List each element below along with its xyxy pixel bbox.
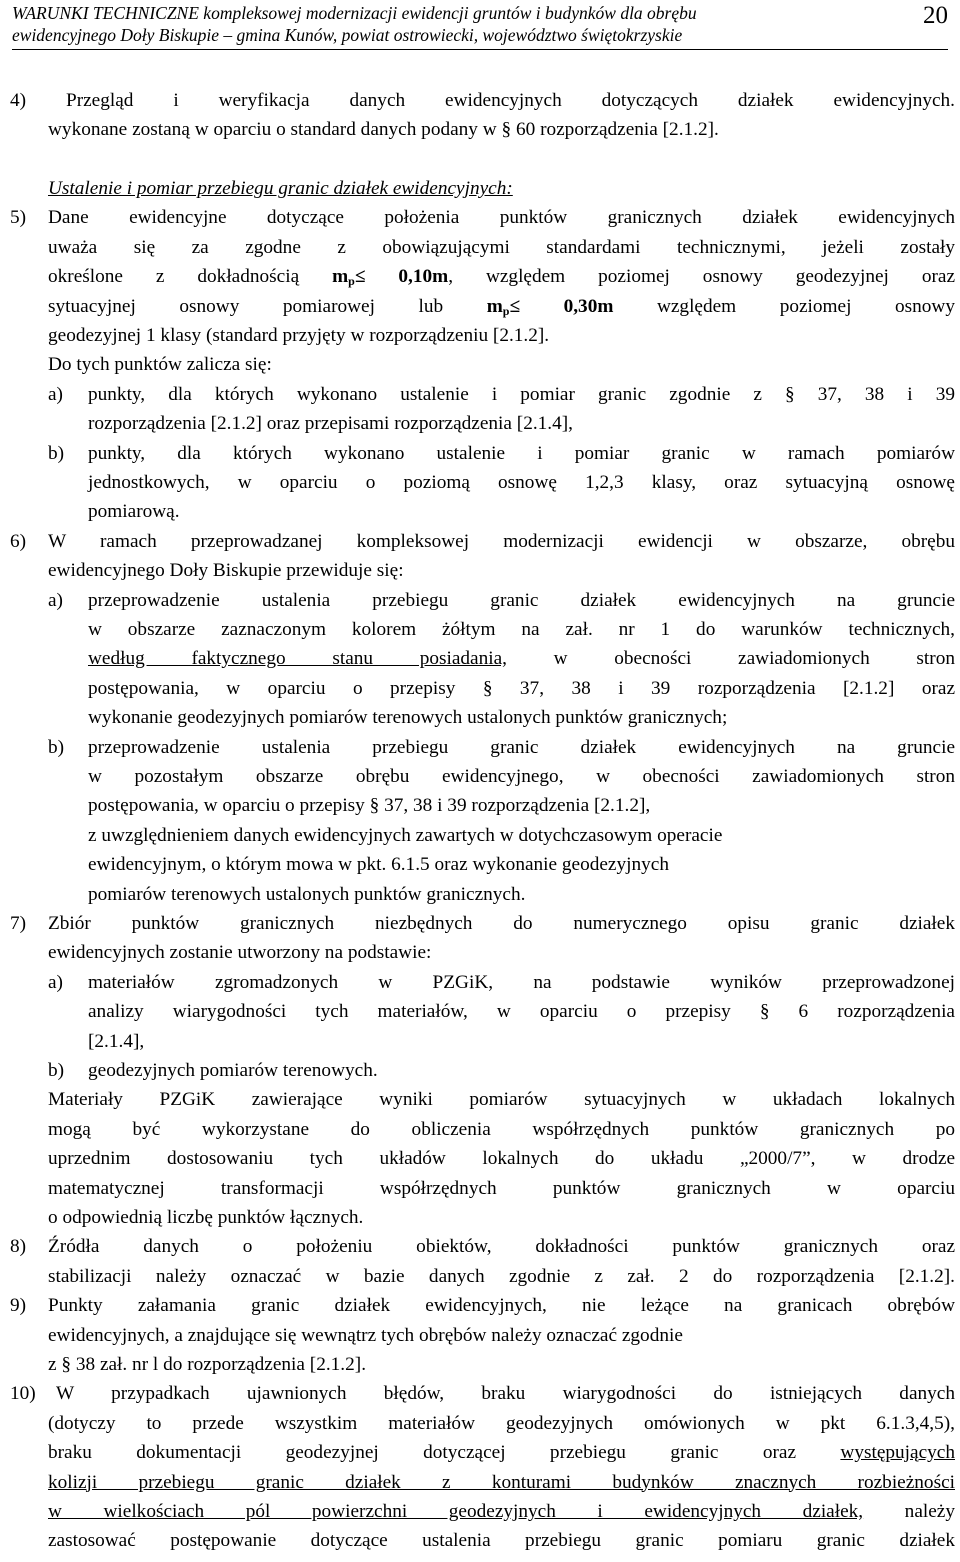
text-line: ewidencyjnych zostanie utworzony na podstawie: <box>48 942 432 964</box>
list-item-b: b) punkty, dla których wykonano ustalenie i pomiar granic w ramach pomiarów <box>48 439 955 468</box>
text-line: z uwzględnieniem danych ewidencyjnych zawartych w dotychczasowym operacie <box>88 824 723 846</box>
header-title-line-1: WARUNKI TECHNICZNE kompleksowej modernizacji ewidencji gruntów i budynków dla obrębu <box>12 3 697 23</box>
text-line: ewidencyjnego Doły Biskupie przewiduje się: <box>48 560 404 582</box>
text-line: 10) W przypadkach ujawnionych błędów, braku wiarygodności do istniejących danych <box>10 1379 955 1408</box>
text-line: w wielkościach pól powierzchni geodezyjnych i ewidencyjnych działek, należy <box>48 1501 955 1522</box>
text-line: kolizji przebiegu granic działek z konturami budynków znacznych rozbieżności <box>48 1471 955 1493</box>
text-line: 7) Zbiór punktów granicznych niezbędnych do numerycznego opisu granic działek <box>10 909 955 938</box>
text-line: mogą być wykorzystane do obliczenia współrzędnych punktów granicznych po <box>48 1118 955 1140</box>
list-number: 5) <box>10 207 27 229</box>
text-line: rozporządzenia [2.1.2] oraz przepisami rozporządzenia [2.1.4], <box>88 413 573 435</box>
list-number: 10) <box>10 1383 36 1405</box>
list-number: 7) <box>10 913 27 934</box>
text-line-accuracy-1: określone z dokładnością $m_p\le 0,10m$, względem poziomej osnowy geodezyjnej oraz <box>48 266 955 289</box>
list-number: 4) <box>10 90 27 111</box>
text-line: geodezyjnej 1 klasy (standard przyjęty w rozporządzeniu [2.1.2]. <box>48 325 550 346</box>
page-number: 20 <box>923 2 948 29</box>
text-line: postępowania, w oparciu o przepisy § 37, 38 i 39 rozporządzenia [2.1.2], <box>88 795 651 817</box>
text-line: według faktycznego stanu posiadania, w obecności zawiadomionych stron <box>88 648 955 670</box>
text-line: pomiarową. <box>88 501 180 523</box>
text-line: wykonane zostaną w oparciu o standard danych podany w § 60 rozporządzenia [2.1.2]. <box>48 119 719 141</box>
text-line: w pozostałym obszarze obrębu ewidencyjnego, w obecności zawiadomionych stron <box>88 766 955 787</box>
text-line: (dotyczy to przede wszystkim materiałów geodezyjnych omówionych w pkt 6.1.3,4,5), <box>48 1412 955 1434</box>
list-letter: b) <box>48 736 65 758</box>
list-number: 9) <box>10 1295 27 1317</box>
text-line: ewidencyjnym, o którym mowa w pkt. 6.1.5 oraz wykonanie geodezyjnych <box>88 854 669 876</box>
text-line: w obszarze zaznaczonym kolorem żółtym na zał. nr 1 do warunków technicznych, <box>88 619 955 640</box>
text-line: braku dokumentacji geodezyjnej dotyczącej przebiegu granic oraz występujących <box>48 1442 955 1464</box>
text-line: uważa się za zgodne z obowiązującymi standardami technicznymi, jeżeli zostały <box>48 236 955 258</box>
list-item-b: b) geodezyjnych pomiarów terenowych. <box>48 1056 955 1085</box>
text-line: [2.1.4], <box>88 1030 145 1052</box>
text-line: matematycznej transformacji współrzędnych punktów granicznych w oparciu <box>48 1177 955 1199</box>
text-line: zastosować postępowanie dotyczące ustalenia przebiegu granic pomiaru granic działek <box>48 1530 955 1552</box>
text-line: analizy wiarygodności tych materiałów, w oparciu o przepisy § 6 rozporządzenia <box>88 1001 955 1023</box>
text-line-accuracy-2: sytuacyjnej osnowy pomiarowej lub $m_p\le 0,30m$ względem poziomej osnowy <box>48 295 955 318</box>
list-letter: a) <box>48 383 63 405</box>
list-letter: a) <box>48 971 63 993</box>
list-number: 8) <box>10 1236 27 1258</box>
section-heading: Ustalenie i pomiar przebiegu granic działek ewidencyjnych: <box>48 178 513 199</box>
list-letter: b) <box>48 442 65 464</box>
text-line: pomiarów terenowych ustalonych punktów granicznych. <box>88 883 526 905</box>
header-title-line-2: ewidencyjnego Doły Biskupie – gmina Kunów, powiat ostrowiecki, województwo świętokrzyskie <box>12 25 683 45</box>
text-line: wykonanie geodezyjnych pomiarów terenowych ustalonych punktów granicznych; <box>88 707 728 729</box>
list-letter: b) <box>48 1060 65 1081</box>
list-number: 6) <box>10 530 27 552</box>
text-line: 9) Punkty załamania granic działek ewidencyjnych, nie leżące na granicach obrębów <box>10 1291 955 1320</box>
list-item-a: a) przeprowadzenie ustalenia przebiegu granic działek ewidencyjnych na gruncie <box>48 586 955 615</box>
text-line: stabilizacji należy oznaczać w bazie danych zgodnie z zał. 2 do rozporządzenia [2.1.2]. <box>48 1265 955 1287</box>
text-line: jednostkowych, w oparciu o poziomą osnowę 1,2,3 klasy, oraz sytuacyjną osnowę <box>88 472 955 493</box>
text-line: 4) Przegląd i weryfikacja danych ewidencyjnych dotyczących działek ewidencyjnych. <box>10 90 955 111</box>
list-letter: a) <box>48 589 63 611</box>
text-line: uprzednim dostosowaniu tych układów lokalnych do układu „2000/7”, w drodze <box>48 1148 955 1170</box>
text-line: o odpowiednią liczbę punktów łącznych. <box>48 1207 364 1228</box>
list-item-a: a) materiałów zgromadzonych w PZGiK, na podstawie wyników przeprowadzonej <box>48 968 955 997</box>
text-line: Do tych punktów zalicza się: <box>48 354 272 376</box>
text-line: Materiały PZGiK zawierające wyniki pomiarów sytuacyjnych w układach lokalnych <box>48 1089 955 1111</box>
text-line: z § 38 zał. nr l do rozporządzenia [2.1.2]. <box>48 1354 367 1375</box>
list-item-a: a) punkty, dla których wykonano ustalenie i pomiar granic zgodnie z § 37, 38 i 39 <box>48 380 955 409</box>
text-line: 8) Źródła danych o położeniu obiektów, dokładności punktów granicznych oraz <box>10 1232 955 1261</box>
list-item-b: b) przeprowadzenie ustalenia przebiegu granic działek ewidencyjnych na gruncie <box>48 733 955 762</box>
page-header <box>12 0 948 50</box>
text-line: 6) W ramach przeprowadzanej kompleksowej modernizacji ewidencji w obszarze, obrębu <box>10 527 955 556</box>
text-line: 5) Dane ewidencyjne dotyczące położenia punktów granicznych działek ewidencyjnych <box>10 203 955 232</box>
text-line: ewidencyjnych, a znajdujące się wewnątrz tych obrębów należy oznaczać zgodnie <box>48 1324 683 1346</box>
text-line: postępowania, w oparciu o przepisy § 37, 38 i 39 rozporządzenia [2.1.2] oraz <box>88 677 955 699</box>
